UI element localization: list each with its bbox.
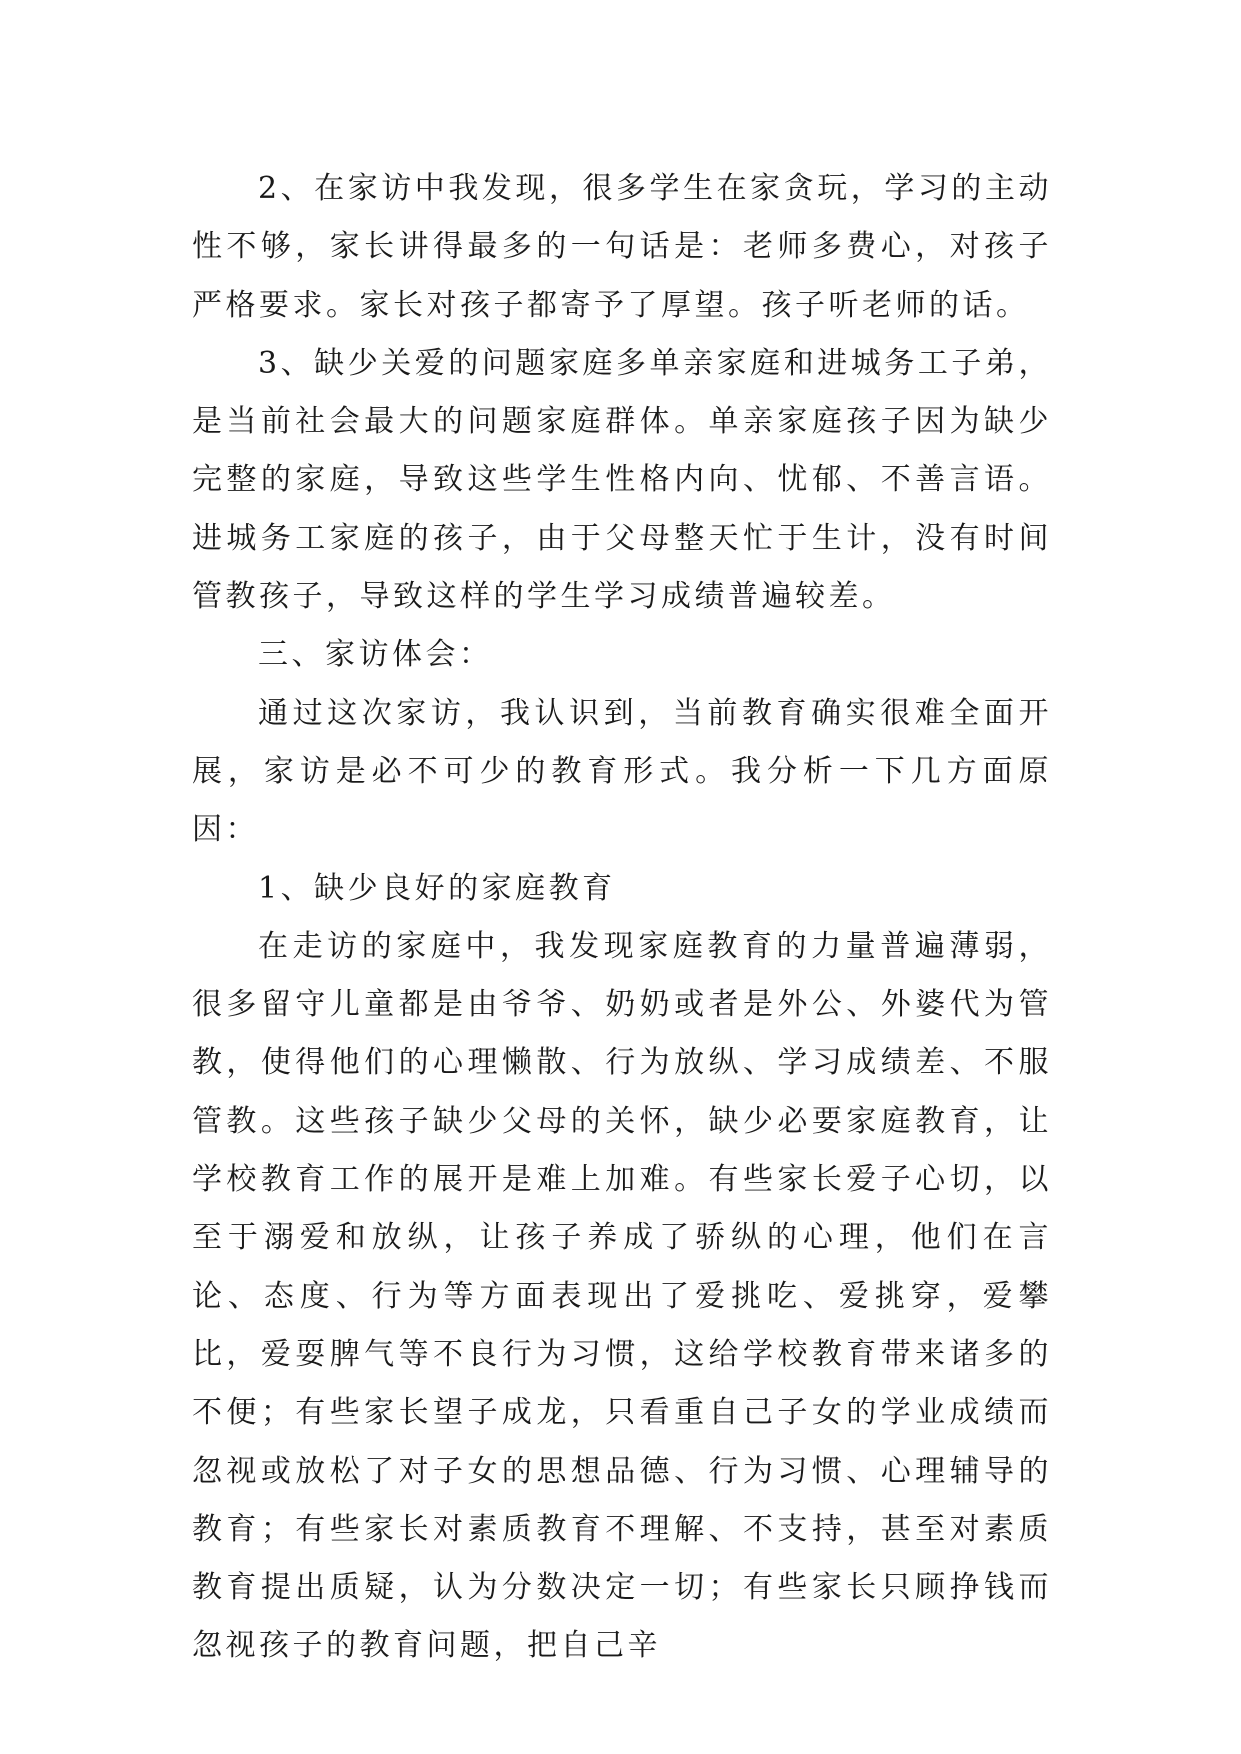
paragraph-reflection-intro: 通过这次家访，我认识到，当前教育确实很难全面开展，家访是必不可少的教育形式。我分析一下几方面原因： [192,695,1052,848]
subheading-family-education: 1、缺少良好的家庭教育 [258,870,616,906]
section-heading-visit-reflection: 三、家访体会： [258,637,493,673]
document-body [192,160,1052,1676]
paragraph-visit-finding-3: 3、缺少关爱的问题家庭多单亲家庭和进城务工子弟，是当前社会最大的问题家庭群体。单亲家庭孩子因为缺少完整的家庭，导致这些学生性格内向、忧郁、不善言语。进城务工家庭的孩子，由于父母整天忙于生计，没有时间管教孩子，导致这样的学生学习成绩普遍较差。 [192,345,1052,615]
paragraph-visit-finding-2: 2、在家访中我发现，很多学生在家贪玩，学习的主动性不够，家长讲得最多的一句话是：老师多费心，对孩子严格要求。家长对孩子都寄予了厚望。孩子听老师的话。 [192,171,1052,323]
paragraph-family-education: 在走访的家庭中，我发现家庭教育的力量普遍薄弱，很多留守儿童都是由爷爷、奶奶或者是外公、外婆代为管教，使得他们的心理懒散、行为放纵、学习成绩差、不服管教。这些孩子缺少父母的关怀，缺少必要家庭教育，让学校教育工作的展开是难上加难。有些家长爱子心切，以至于溺爱和放纵，让孩子养成了骄纵的心理，他们在言论、态度、行为等方面表现出了爱挑吃、爱挑穿，爱攀比，爱耍脾气等不良行为习惯，这给学校教育带来诸多的不便；有些家长望子成龙，只看重自己子女的学业成绩而忽视或放松了对子女的思想品德、行为习惯、心理辅导的教育；有些家长对素质教育不理解、不支持，甚至对素质教育提出质疑，认为分数决定一切；有些家长只顾挣钱而忽视孩子的教育问题，把自己辛 [192,928,1052,1664]
